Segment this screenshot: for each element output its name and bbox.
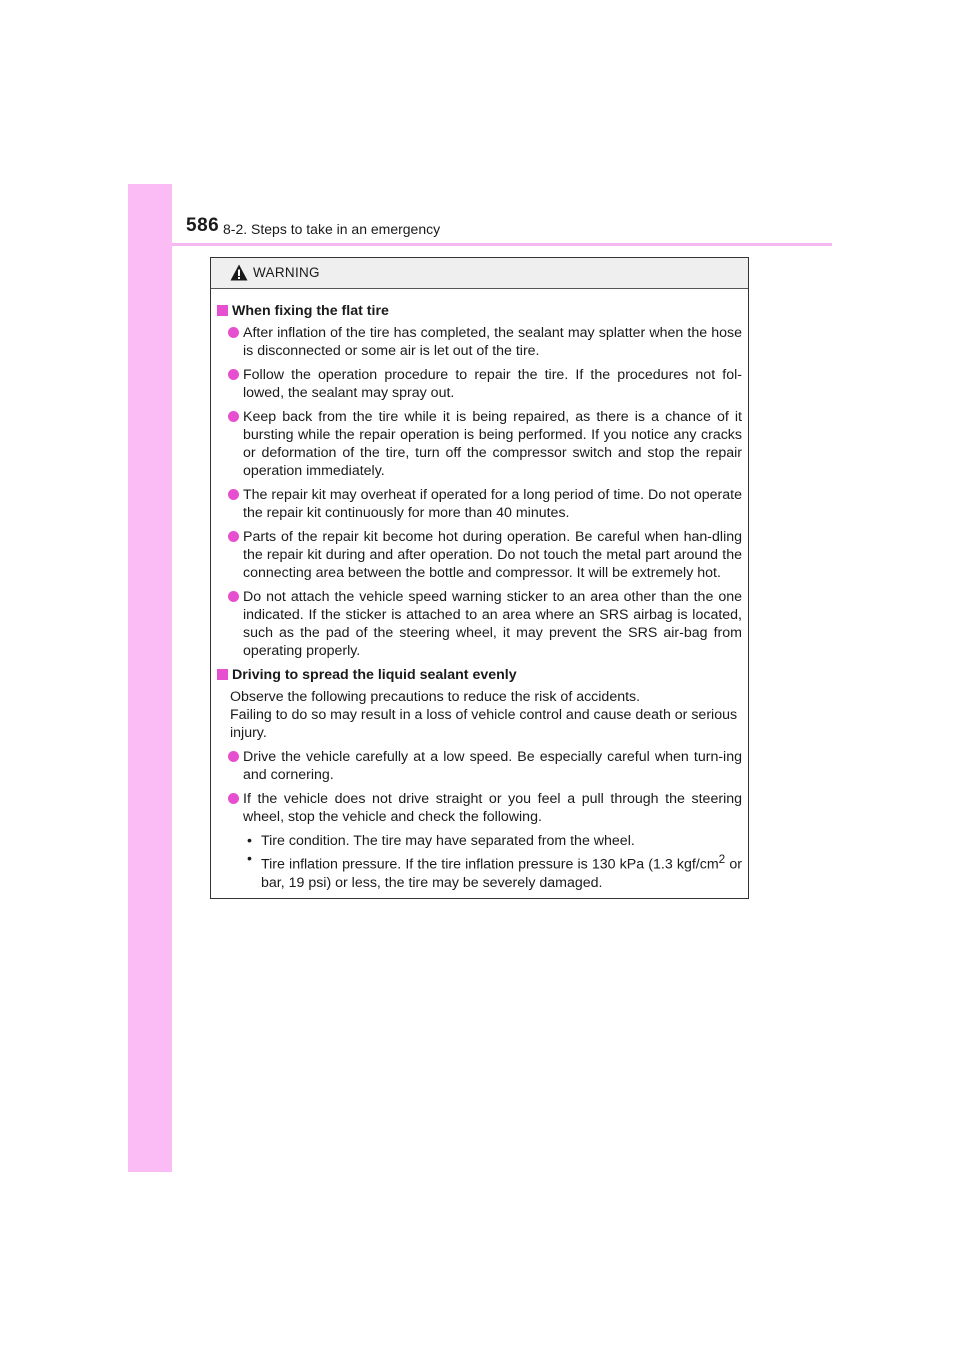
circle-bullet-icon — [228, 793, 239, 804]
warning-label: WARNING — [253, 265, 320, 280]
circle-bullet-icon — [228, 751, 239, 762]
circle-bullet-icon — [228, 591, 239, 602]
list-item: Do not attach the vehicle speed warning sticker to an area other than the one indicated. If the sticker is attached to an area where an SRS airbag is located, such as the pad of the steering wheel, it may prevent the SRS air-bag from operating properly. — [217, 588, 742, 660]
intro-text: Observe the following precautions to reduce the risk of accidents. Failing to do so may result in a loss of vehicle control and cause death or serious injury. — [230, 689, 738, 741]
header-rule — [172, 243, 832, 246]
list-item: Parts of the repair kit become hot during operation. Be careful when han-dling the repair kit during and after operation. Do not touch the metal part around the connecting area between the bottle and compressor. It will be extremely hot. — [217, 528, 742, 582]
list-item: After inflation of the tire has completed, the sealant may splatter when the hose is disconnected or some air is let out of the tire. — [217, 324, 742, 360]
circle-bullet-icon — [228, 369, 239, 380]
page-number: 586 — [186, 215, 220, 236]
warning-box — [210, 257, 749, 899]
list-item: Keep back from the tire while it is being repaired, as there is a chance of it bursting while the repair operation is being performed. If you notice any cracks or deformation of the tire, turn off the compressor switch and stop the repair operation immediately. — [217, 408, 742, 480]
circle-bullet-icon — [228, 531, 239, 542]
side-tab-band — [128, 184, 172, 1172]
warning-triangle-icon — [230, 264, 248, 281]
warning-header — [211, 258, 748, 289]
sub-item: • Tire inflation pressure. If the tire inflation pressure is 130 kPa (1.3 kgf/$cm^2$ or bar, 19 psi) or less, the tire may be severely damaged. — [247, 851, 742, 891]
square-bullet-icon — [217, 305, 228, 316]
warning-content — [211, 289, 748, 892]
list-item: If the vehicle does not drive straight or you feel a pull through the steering wheel, stop the vehicle and check the following. — [217, 790, 742, 826]
square-bullet-icon — [217, 669, 228, 680]
section-heading: When fixing the flat tire — [217, 302, 742, 320]
section-title: 8-2. Steps to take in an emergency — [223, 221, 441, 237]
circle-bullet-icon — [228, 411, 239, 422]
sub-item: • Tire condition. The tire may have separated from the wheel. — [247, 833, 635, 849]
list-item: Follow the operation procedure to repair the tire. If the procedures not fol-lowed, the sealant may spray out. — [217, 366, 742, 402]
list-item: The repair kit may overheat if operated for a long period of time. Do not operate the repair kit continuously for more than 40 minutes. — [217, 486, 742, 522]
section-heading: Driving to spread the liquid sealant evenly — [217, 666, 742, 684]
circle-bullet-icon — [228, 327, 239, 338]
list-item: Drive the vehicle carefully at a low speed. Be especially careful when turn-ing and cornering. — [217, 748, 742, 784]
circle-bullet-icon — [228, 489, 239, 500]
